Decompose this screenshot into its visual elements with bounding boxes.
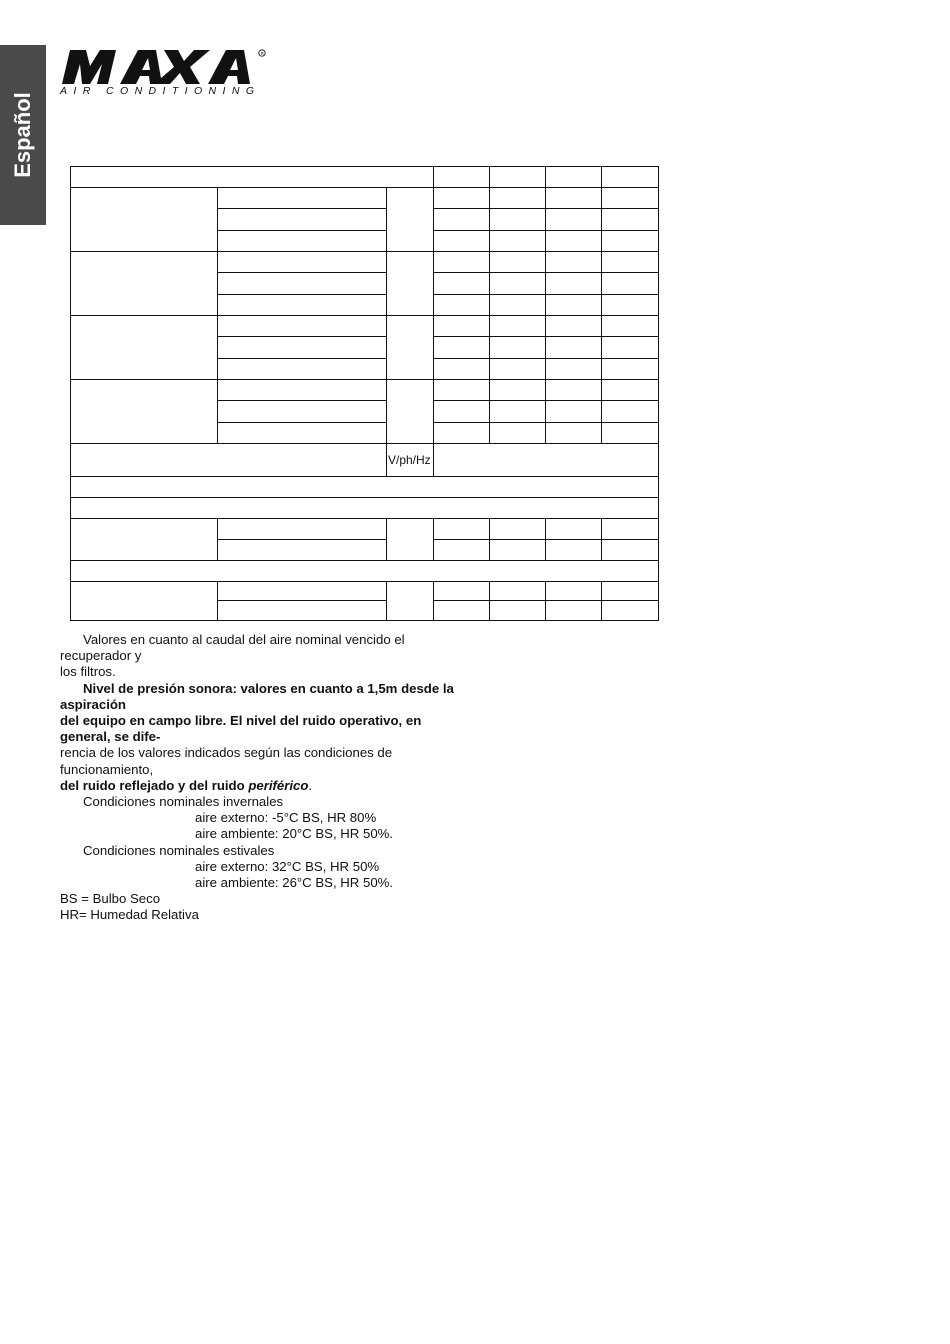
note-2d [60, 778, 462, 794]
note-2c: rencia de los valores indicados según las condiciones de funcionamiento, [60, 745, 393, 777]
logo-tagline: AIR CONDITIONING [60, 85, 261, 97]
spec-table-grid [70, 166, 660, 622]
note-2b: del equipo en campo libre. El nivel del ruido operativo, en general, se dife- [60, 713, 422, 745]
note-2d-bold: del ruido reflejado y del ruido [60, 777, 249, 793]
winter-external: aire externo: -5°C BS, HR 80% [195, 810, 377, 826]
language-label: Español [10, 92, 35, 178]
summer-title: Condiciones nominales estivales [83, 842, 275, 858]
note-2a: Nivel de presión sonora: valores en cuanto a 1,5m desde la aspiración [60, 680, 454, 712]
note-1b: los filtros. [60, 664, 116, 680]
language-tab [0, 45, 46, 225]
hr-definition: HR= Humedad Relativa [60, 907, 199, 923]
bs-definition: BS = Bulbo Seco [60, 891, 161, 907]
summer-external: aire externo: 32°C BS, HR 50% [195, 858, 380, 874]
winter-title: Condiciones nominales invernales [83, 794, 284, 810]
notes [60, 632, 462, 924]
note-2d-end: . [308, 777, 313, 793]
note-1a: Valores en cuanto al caudal del aire nominal vencido el recuperador y [60, 632, 405, 664]
spec-table [70, 166, 660, 622]
note-2d-italic: periférico [248, 777, 309, 793]
winter-ambient: aire ambiente: 20°C BS, HR 50%. [195, 826, 394, 842]
svg-text:R: R [260, 50, 264, 56]
summer-ambient: aire ambiente: 26°C BS, HR 50%. [195, 875, 394, 891]
voltage-unit-label: V/ph/Hz [388, 453, 431, 467]
